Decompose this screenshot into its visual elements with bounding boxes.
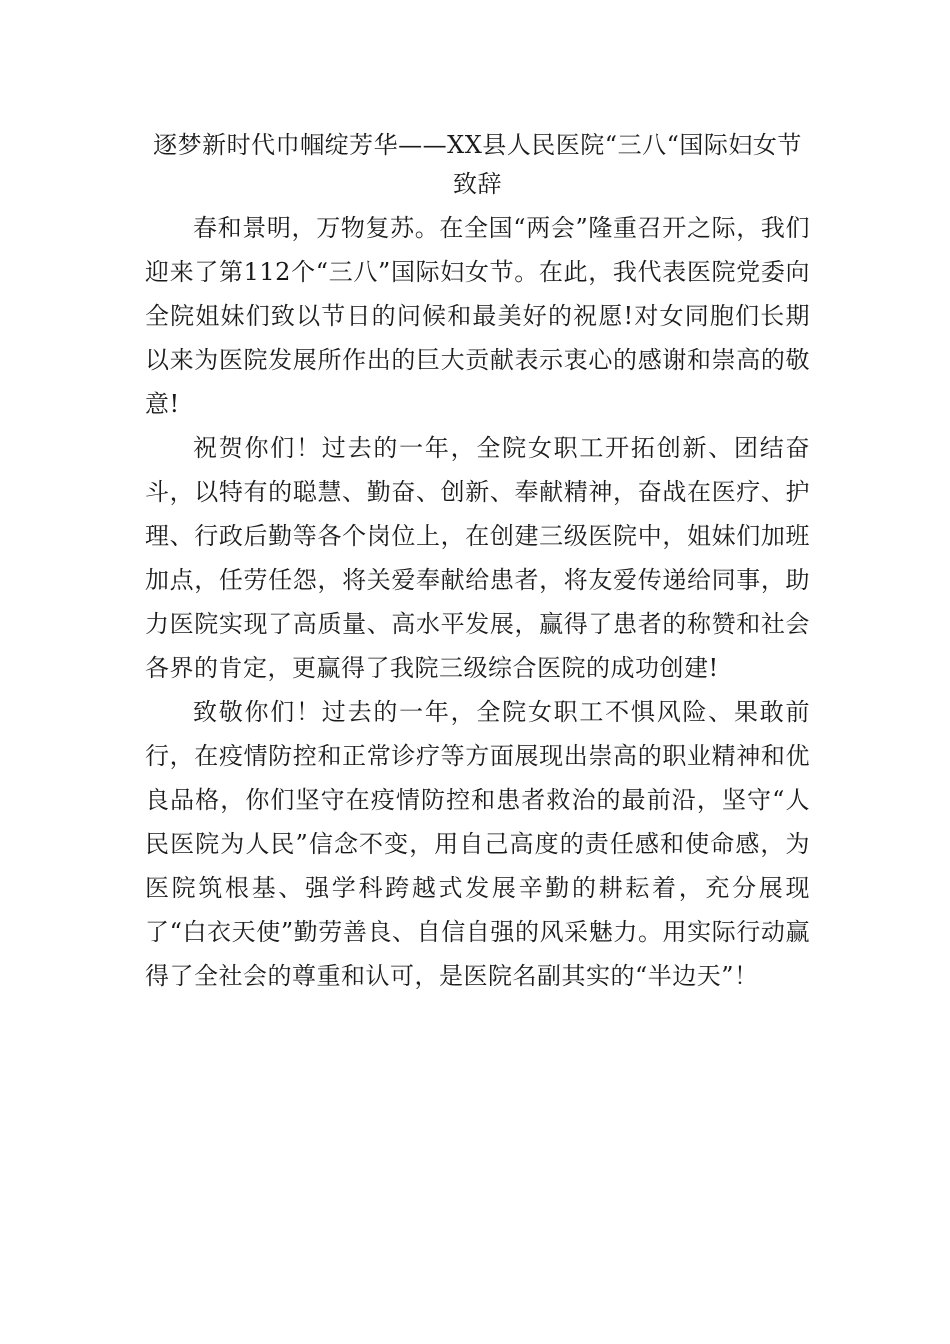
document-body [145,126,810,998]
document-title: 逐梦新时代巾帼绽芳华——XX县人民医院“三八“国际妇女节致辞 [153,131,802,198]
paragraph-greeting: 春和景明，万物复苏。在全国“两会”隆重召开之际，我们迎来了第112个“三八”国际妇女节。在此，我代表医院党委向全院姐妹们致以节日的问候和最美好的祝愿!对女同胞们长期以来为医院发展所作出的巨大贡献表示衷心的感谢和崇高的敬意! [145,214,810,418]
paragraph-tribute: 致敬你们！过去的一年，全院女职工不惧风险、果敢前行，在疫情防控和正常诊疗等方面展现出崇高的职业精神和优良品格，你们坚守在疫情防控和患者救治的最前沿，坚守“人民医院为人民”信念不变，用自己高度的责任感和使命感，为医院筑根基、强学科跨越式发展辛勤的耕耘着，充分展现了“白衣天使”勤劳善良、自信自强的风采魅力。用实际行动赢得了全社会的尊重和认可，是医院名副其实的“半边天”！ [145,698,810,990]
paragraph-congratulations: 祝贺你们！过去的一年，全院女职工开拓创新、团结奋斗，以特有的聪慧、勤奋、创新、奉献精神，奋战在医疗、护理、行政后勤等各个岗位上，在创建三级医院中，姐妹们加班加点，任劳任怨，将关爱奉献给患者，将友爱传递给同事，助力医院实现了高质量、高水平发展，赢得了患者的称赞和社会各界的肯定，更赢得了我院三级综合医院的成功创建! [145,434,810,682]
